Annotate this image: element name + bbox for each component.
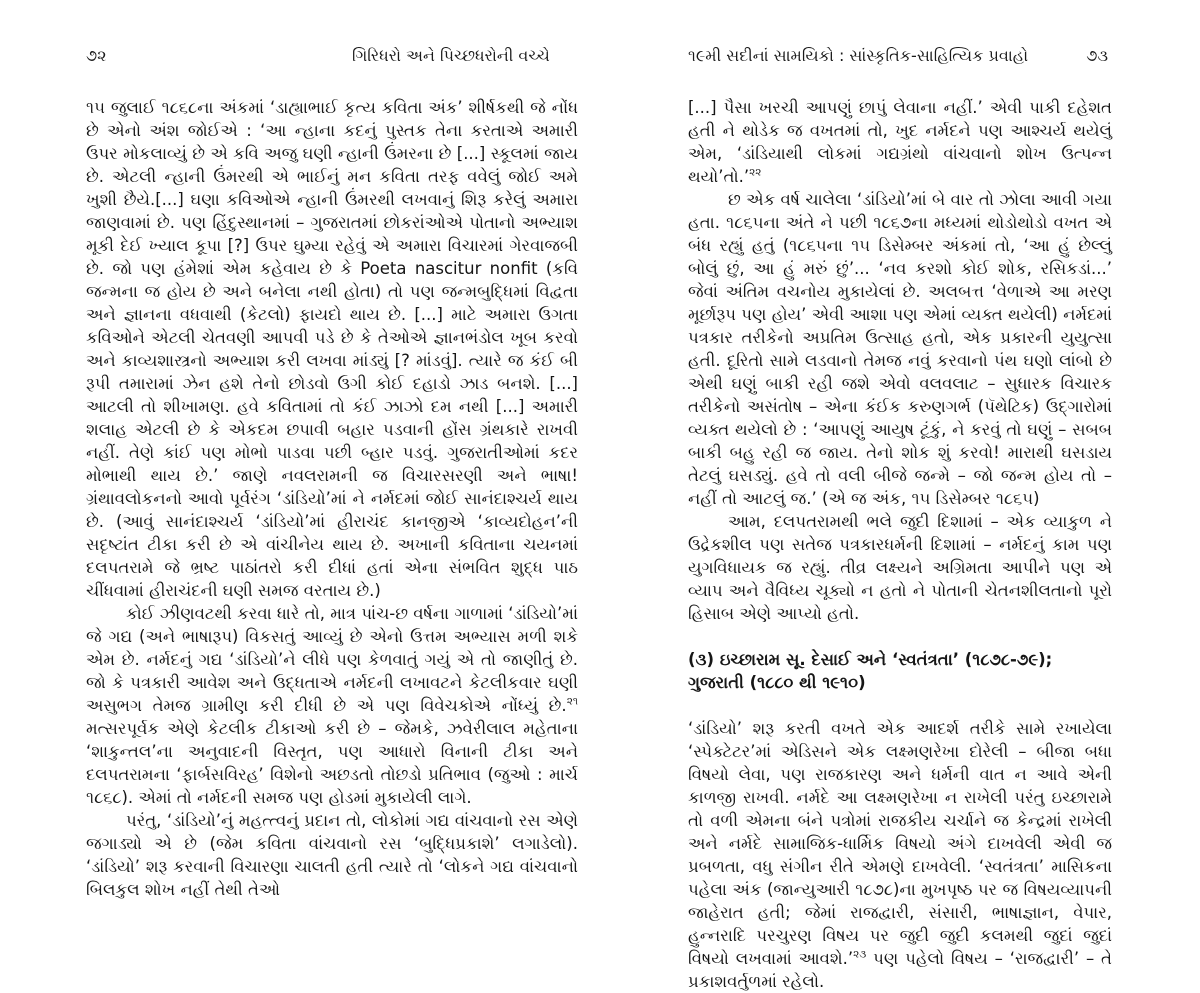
section-heading: (૩) ઇચ્છારામ સૂ. દેસાઈ અને ‘સ્વતંત્રતા’ (૧૮૭૮-૭૯); ગુજરાતી (૧૮૮૦ થી ૧૯૧૦)	[688, 650, 1053, 692]
left-page	[86, 46, 578, 901]
right-running-title: ૧૯મી સદીનાં સામયિકો : સાંસ્કૃતિક-સાહિત્યિક પ્રવાહો	[688, 46, 1029, 65]
paragraph: કોઈ ઝીણવટથી કરવા ધારે તો, માત્ર પાંચ-છ વર્ષના ગાળામાં ‘ડાંડિયો’માં જે ગદ્ય (અને ભાષારૂપ) વિકસતું આવ્યું છે એનો ઉત્તમ અભ્યાસ મળી શકે એમ છે. નર્મદનું ગદ્ય ‘ડાંડિયો’ને લીધે પણ કેળવાતું ગયું એ તો જાણીતું છે. જો કે પત્રકારી આવેશ અને ઉદ્ધતાએ નર્મદની લખાવટને કેટલીકવાર ઘણી અસુભગ તેમજ ગ્રામીણ કરી દીધી છે એ પણ વિવેચકોએ નોંધ્યું છે.$^{૨૧}$ મત્સરપૂર્વક એણે કેટલીક ટીકાઓ કરી છે – જેમકે, ઝવેરીલાલ મહેતાના ‘શાકુન્તલ’ના અનુવાદની વિસ્તૃત, પણ આધારો વિનાની ટીકા અને દલપતરામના ‘ફાર્બસવિરહ’ વિશેનો અછડતો તોછડો પ્રતિભાવ (જુઓ : માર્ચ ૧૮૬૮). એમાં તો નર્મદની સમજ પણ હોડમાં મુકાયેલી લાગે.	[86, 604, 578, 807]
paragraph: ‘ડાંડિયો’ શરૂ કરતી વખતે એક આદર્શ તરીકે સામે રખાયેલા ‘સ્પેક્ટેટર’માં એડિસને એક લક્ષ્મણરેખા દોરેલી – બીજા બધા વિષયો લેવા, પણ રાજકારણ અને ધર્મની વાત ન આવે એની કાળજી રાખવી. નર્મદે આ લક્ષ્મણરેખા ન રાખેલી પરંતુ ઇચ્છારામે તો વળી એમના બંને પત્રોમાં રાજકીય ચર્ચાને જ કેન્દ્રમાં રાખેલી અને નર્મદે સામાજિક-ધાર્મિક વિષયો અંગે દાખવેલી એવી જ પ્રબળતા, વધુ સંગીન રીતે એમણે દાખવેલી. ‘સ્વતંત્રતા’ માસિકના પહેલા અંક (જાન્યુઆરી ૧૮૭૮)ના મુખપૃષ્ઠ પર જ વિષયવ્યાપની જાહેરાત હતી; જેમાં રાજદ્વારી, સંસારી, ભાષાજ્ઞાન, વેપાર, હુન્નરાદિ પરચુરણ વિષય પર જુદી જુદી કલમથી જુદાં જુદાં વિષયો લખવામાં આવશે.’$^{૨૩}$ પણ પહેલો વિષય – ‘રાજદ્વારી’ – તે પ્રકાશવર્તુળમાં રહેલો.	[688, 719, 1112, 991]
left-page-body	[86, 96, 578, 901]
left-running-head	[86, 46, 578, 70]
right-page	[688, 46, 1112, 993]
left-page-number: ૭૨	[86, 46, 107, 65]
footnote-marker: ૨૧	[566, 695, 578, 708]
footnote-marker: ૨૨	[749, 166, 762, 179]
right-running-head	[688, 46, 1112, 70]
paragraph: [...] પૈસા ખરચી આપણું છાપું લેવાના નહીં.’ એવી પાકી દહેશત હતી ને થોડેક જ વખતમાં તો, ખુદ નર્મદને પણ આશ્ચર્ય થયેલું એમ, ‘ડાંડિયાથી લોકમાં ગદ્યગ્રંથો વાંચવાનો શોખ ઉત્પન્ન થયો’તો.’$^{૨૨}$	[688, 98, 1112, 186]
footnote-marker: ૨૩	[853, 948, 867, 961]
right-page-body	[688, 96, 1112, 993]
left-running-title: ગિરિધરો અને પિચ્છધરોની વચ્ચે	[352, 46, 550, 65]
right-page-number: ૭૩	[1086, 46, 1108, 65]
paragraph: ૧૫ જુલાઈ ૧૮૬૮ના અંકમાં ‘ડાહ્યાભાઈ કૃત્ય કવિતા અંક’ શીર્ષકથી જે નોંધ છે એનો અંશ જોઈએ : ‘આ ન્હાના કદનું પુસ્તક તેના કરતાએ અમારી ઉપર મોકલાવ્યું છે એ કવિ અજુ ઘણી ન્હાની ઉંમરના છે [...] સ્કૂલમાં જાય છે. એટલી ન્હાની ઉંમરથી એ ભાઈનું મન કવિતા તરફ વવેલું જોઈ અમે ખુશી છૈયે.[...] ઘણા કવિઓએ ન્હાની ઉંમરથી લખવાનું શિરૂ કરેલું અમારા જાણવામાં છે. પણ હિંદુસ્થાનમાં – ગુજરાતમાં છોકરાંઓએ પોતાનો અભ્યાશ મૂકી દેઈ ખ્યાલ કૂપા [?] ઉપર ઘુમ્યા રહેવું એ અમારા વિચારમાં ગેરવાજબી છે. જો પણ હંમેશાં એમ કહેવાય છે કે Poeta nascitur nonfit (કવિ જન્મના જ હોય છે અને બનેલા નથી હોતા) તો પણ જન્મબુદ્ધિમાં વિદ્વતા અને જ્ઞાનના વધવાથી (કેટલો) ફાયદો થાય છે. [...] માટે અમારા ઉગતા કવિઓને એટલી ચેતવણી આપવી પડે છે કે તેઓએ જ્ઞાનભંડોલ ખૂબ કરવો અને કાવ્યશાસ્ત્રનો અભ્યાશ કરી લખવા માંડ્યું [? માંડવું]. ત્યારે જ કંઈ બી રૂપી તમારામાં ઝેન હશે તેનો છોડવો ઉગી કોઈ દહાડો ઝાડ બનશે. [...] આટલી તો શીખામણ. હવે કવિતામાં તો કંઈ ઝાઝો દમ નથી [...] અમારી શલાહ એટલી છે કે એકદમ છપાવી બહાર પડવાની હોંસ ગ્રંથકારે રાખવી નહીં. તેણે કાંઈ પણ મોભો પાડવા પછી બ્હાર પડવું. ગુજરાતીઓમાં કદર મોભાથી થાય છે.’ જાણે નવલરામની જ વિચારસરણી અને ભાષા! ગ્રંથાવલોકનનો આવો પૂર્વરંગ ‘ડાંડિયો’માં ને નર્મદમાં જોઈ સાનંદાશ્ચર્ય થાય છે. (આવું સાનંદાશ્ચર્ય ‘ડાંડિયો’માં હીરાચંદ કાનજીએ ‘કાવ્યદોહન’ની સદૃષ્ટાંત ટીકા કરી છે એ વાંચીનેય થાય છે. અખાની કવિતાના ચયનમાં દલપતરામે જે ભ્રષ્ટ પાઠાંતરો કરી દીધાં હતાં એના સંભવિત શુદ્ધ પાઠ ચીંધવામાં હીરાચંદની ઘણી સમજ વરતાય છે.)	[86, 98, 578, 600]
paragraph: છ એક વર્ષ ચાલેલા ‘ડાંડિયો’માં બે વાર તો ઝોલા આવી ગયા હતા. ૧૮૬૫ના અંતે ને પછી ૧૮૬૭ના મધ્યમાં થોડોથોડો વખત એ બંધ રહ્યું હતું (૧૮૬૫ના ૧૫ ડિસેમ્બર અંકમાં તો, ‘આ હું છેલ્લું બોલું છું, આ હું મરું છું’... ‘નવ કરશો કોઈ શોક, રસિકડાં...’ જેવાં અંતિમ વચનોય મુકાયેલાં છે. અલબત્ત ‘વેળાએ આ મરણ મૂર્છારૂપ પણ હોય’ એવી આશા પણ એમાં વ્યક્ત થયેલી) નર્મદમાં પત્રકાર તરીકેનો અપ્રતિમ ઉત્સાહ હતો, એક પ્રકારની યુયુત્સા હતી. દૂરિતો સામે લડવાનો તેમજ નવું કરવાનો પંથ ઘણો લાંબો છે એથી ઘણું બાકી રહી જશે એવો વલવલાટ – સુધારક વિચારક તરીકેનો અસંતોષ – એના કંઈક કરુણગર્ભ (પૅથેટિક) ઉદ્ગારોમાં વ્યક્ત થયેલો છે : ‘આપણું આયુષ ટૂંકું, ને કરવું તો ઘણું – સબબ બાકી બહુ રહી જ જાય. તેનો શોક શું કરવો! મારાથી ઘસડાય તેટલું ઘસડ્યું. હવે તો વલી બીજે જન્મે – જો જન્મ હોય તો – નહીં તો આટલું જ.’ (એ જ અંક, ૧૫ ડિસેમ્બર ૧૮૬૫)	[688, 190, 1112, 508]
paragraph: આમ, દલપતરામથી ભલે જુદી દિશામાં – એક વ્યાકુળ ને ઉદ્રેકશીલ પણ સતેજ પત્રકારધર્મની દિશામાં – નર્મદનું કામ પણ યુગવિધાયક જ રહ્યું. તીવ્ર લક્ષ્યને અગ્રિમતા આપીને પણ એ વ્યાપ અને વૈવિધ્ય ચૂક્યો ન હતો ને પોતાની ચેતનશીલતાનો પૂરો હિસાબ એણે આપ્યો હતો.	[688, 512, 1112, 623]
paragraph: પરંતુ, ‘ડાંડિયો’નું મહત્ત્વનું પ્રદાન તો, લોકોમાં ગદ્ય વાંચવાનો રસ એણે જગાડ્યો એ છે (જેમ કવિતા વાંચવાનો રસ ‘બુદ્ધિપ્રકાશે’ લગાડેલો). ‘ડાંડિયો’ શરૂ કરવાની વિચારણા ચાલતી હતી ત્યારે તો ‘લોકને ગદ્ય વાંચવાનો બિલકુલ શોખ નહીં તેથી તેઓ	[86, 811, 578, 899]
